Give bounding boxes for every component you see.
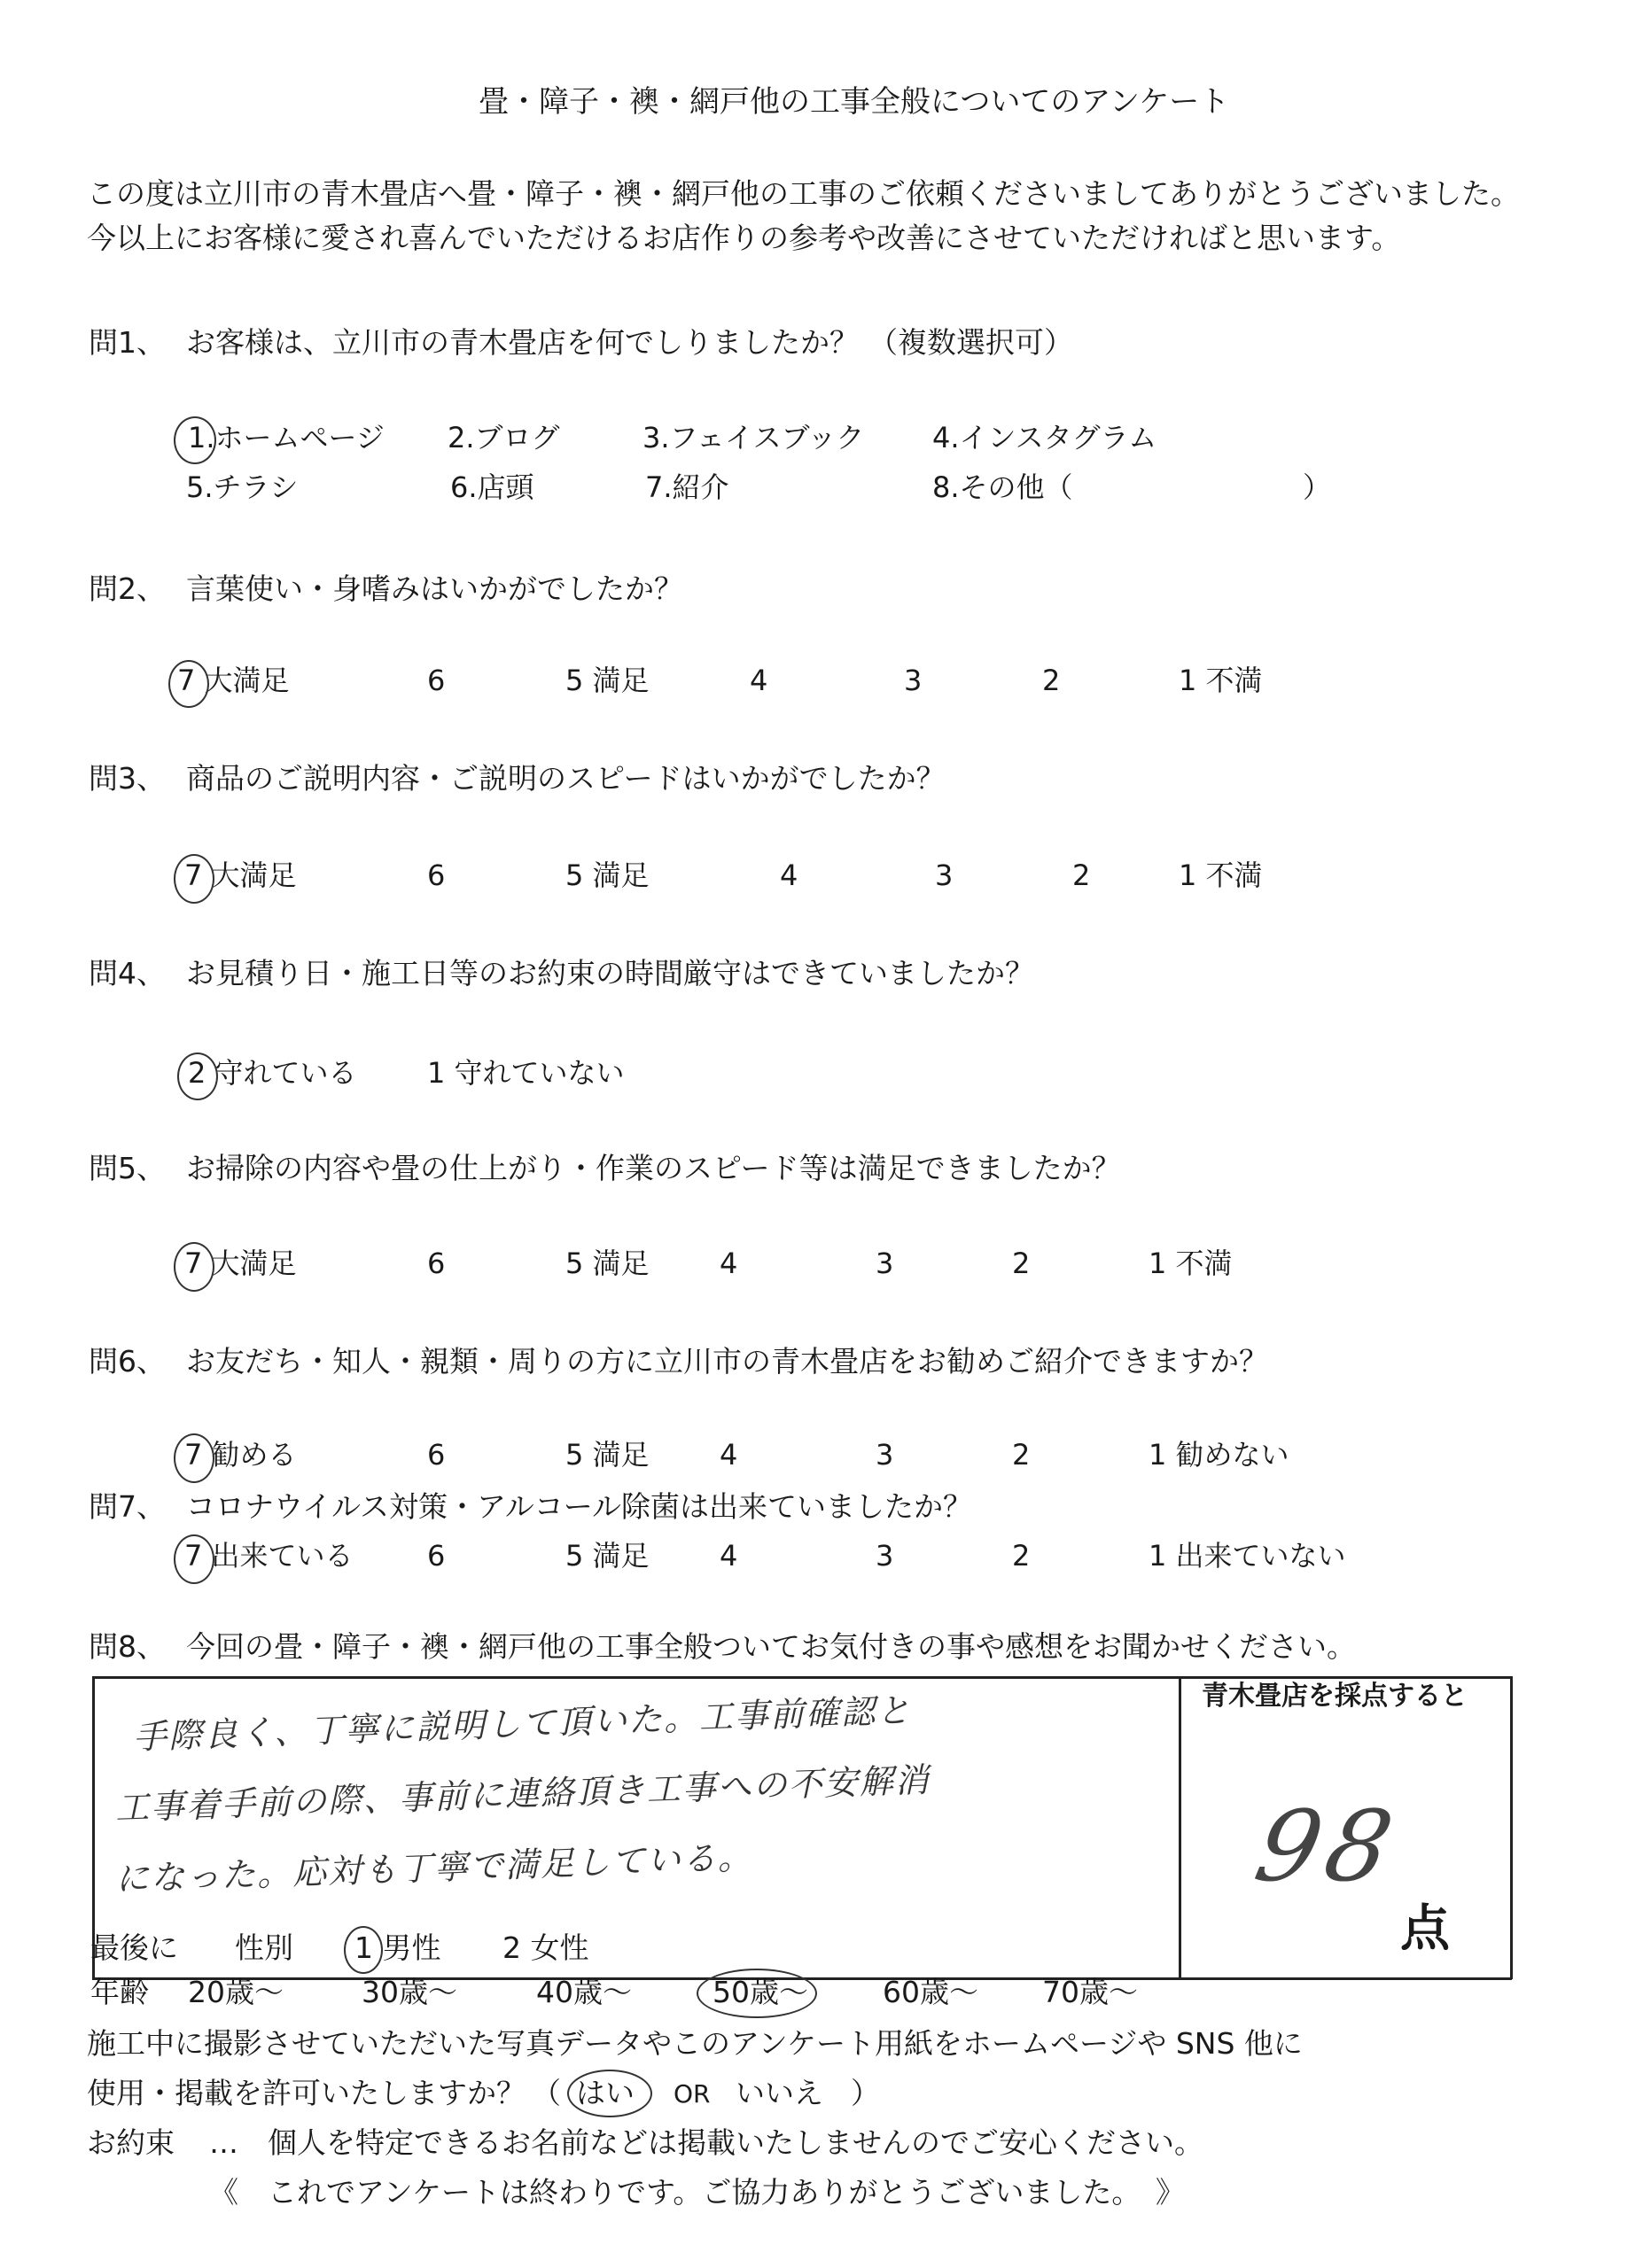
last-label: 最後に bbox=[90, 1930, 178, 1965]
q5-option-6[interactable]: 6 bbox=[427, 1247, 446, 1280]
q6-option-6[interactable]: 6 bbox=[427, 1438, 446, 1472]
q7-option-3[interactable]: 3 bbox=[876, 1539, 894, 1573]
q7-option-1[interactable]: 1 出来ていない bbox=[1149, 1539, 1346, 1573]
score-value: 98 bbox=[1246, 1790, 1409, 1903]
score-unit: 点 bbox=[1400, 1900, 1450, 1958]
q1-option-8-close: ） bbox=[1303, 470, 1332, 504]
q3-option-6[interactable]: 6 bbox=[427, 858, 446, 892]
comment-box-right bbox=[1510, 1676, 1513, 1979]
q4-option-1[interactable]: 1 守れていない bbox=[427, 1056, 625, 1090]
age-option-30[interactable]: 30歳～ bbox=[362, 1975, 457, 2009]
q3-option-2[interactable]: 2 bbox=[1072, 858, 1091, 892]
q3-text: 商品のご説明内容・ご説明のスピードはいかがでしたか？ bbox=[186, 761, 946, 796]
q3-option-1[interactable]: 1 不満 bbox=[1179, 858, 1263, 892]
q6-option-1[interactable]: 1 勧めない bbox=[1149, 1438, 1289, 1472]
q2-option-7[interactable]: 7 大満足 bbox=[177, 664, 290, 697]
q6-label: 問6、 bbox=[89, 1344, 166, 1379]
q5-option-7[interactable]: 7 大満足 bbox=[184, 1247, 297, 1280]
q8-text: 今回の畳・障子・襖・網戸他の工事全般ついてお気付きの事や感想をお聞かせください。 bbox=[186, 1629, 1356, 1664]
q1-option-3[interactable]: 3.フェイスブック bbox=[642, 421, 865, 454]
q6-option-7[interactable]: 7 勧める bbox=[184, 1438, 297, 1472]
score-label: 青木畳店を採点すると bbox=[1202, 1681, 1468, 1712]
age-option-50[interactable]: 50歳～ bbox=[713, 1975, 808, 2009]
gender-label: 性別 bbox=[235, 1930, 293, 1965]
q2-option-1[interactable]: 1 不満 bbox=[1179, 664, 1263, 697]
q3-label: 問3、 bbox=[89, 761, 166, 796]
promise-dots: … bbox=[209, 2125, 238, 2160]
permission-or: OR bbox=[674, 2079, 711, 2109]
q1-option-5[interactable]: 5.チラシ bbox=[186, 470, 299, 504]
q2-option-2[interactable]: 2 bbox=[1042, 664, 1061, 697]
comment-line-2: 工事着手前の際、事前に連絡頂き工事への不安解消 bbox=[114, 1759, 931, 1828]
q2-option-6[interactable]: 6 bbox=[427, 664, 446, 697]
q2-option-4[interactable]: 4 bbox=[750, 664, 768, 697]
age-option-70[interactable]: 70歳～ bbox=[1042, 1975, 1138, 2009]
q4-option-2[interactable]: 2 守れている bbox=[188, 1056, 357, 1090]
q6-text: お友だち・知人・親類・周りの方に立川市の青木畳店をお勧めご紹介できますか？ bbox=[186, 1344, 1268, 1379]
q3-option-3[interactable]: 3 bbox=[935, 858, 954, 892]
q3-option-5[interactable]: 5 満足 bbox=[565, 858, 650, 892]
q7-text: コロナウイルス対策・アルコール除菌は出来ていましたか？ bbox=[186, 1489, 973, 1524]
q5-option-3[interactable]: 3 bbox=[876, 1247, 894, 1280]
permission-close-paren: ） bbox=[851, 2076, 880, 2110]
q3-option-4[interactable]: 4 bbox=[780, 858, 798, 892]
q6-option-3[interactable]: 3 bbox=[876, 1438, 894, 1472]
closing-message: 《 これでアンケートは終わりです。ご協力ありがとうございました。 》 bbox=[209, 2175, 1185, 2210]
q7-label: 問7、 bbox=[89, 1489, 166, 1524]
q1-option-1[interactable]: 1.ホームページ bbox=[188, 421, 385, 454]
q1-text: お客様は、立川市の青木畳店を何でしりましたか？ bbox=[186, 325, 859, 360]
q6-option-5[interactable]: 5 満足 bbox=[565, 1438, 650, 1472]
q1-option-4[interactable]: 4.インスタグラム bbox=[932, 421, 1157, 454]
q5-option-5[interactable]: 5 満足 bbox=[565, 1247, 650, 1280]
age-option-20[interactable]: 20歳～ bbox=[188, 1975, 284, 2009]
q1-option-2[interactable]: 2.ブログ bbox=[448, 421, 560, 454]
q1-note: （複数選択可） bbox=[868, 325, 1073, 360]
q4-text: お見積り日・施工日等のお約束の時間厳守はできていましたか？ bbox=[186, 956, 1034, 990]
permission-line-1: 施工中に撮影させていただいた写真データやこのアンケート用紙をホームページや SNS 他に bbox=[87, 2026, 1303, 2061]
q6-option-4[interactable]: 4 bbox=[720, 1438, 738, 1472]
q1-option-7[interactable]: 7.紹介 bbox=[645, 470, 729, 504]
q5-label: 問5、 bbox=[89, 1151, 166, 1185]
comment-box-top bbox=[92, 1676, 1512, 1679]
intro-line-1: この度は立川市の青木畳店へ畳・障子・襖・網戸他の工事のご依頼くださいましてありがとうございました。 bbox=[87, 176, 1520, 211]
permission-line-2: 使用・掲載を許可いたしますか？ bbox=[87, 2076, 526, 2110]
q7-option-4[interactable]: 4 bbox=[720, 1539, 738, 1573]
q7-option-5[interactable]: 5 満足 bbox=[565, 1539, 650, 1573]
q5-option-4[interactable]: 4 bbox=[720, 1247, 738, 1280]
intro-line-2: 今以上にお客様に愛され喜んでいただけるお店作りの参考や改善にさせていただければと思います。 bbox=[87, 221, 1401, 255]
q4-label: 問4、 bbox=[89, 956, 166, 990]
q1-option-6[interactable]: 6.店頭 bbox=[450, 470, 534, 504]
promise-label: お約束 bbox=[87, 2125, 175, 2160]
promise-text: 個人を特定できるお名前などは掲載いたしませんのでご安心ください。 bbox=[268, 2125, 1203, 2160]
age-option-40[interactable]: 40歳～ bbox=[536, 1975, 632, 2009]
q2-label: 問2、 bbox=[89, 571, 166, 606]
gender-option-male[interactable]: 1 男性 bbox=[354, 1930, 441, 1965]
q5-text: お掃除の内容や畳の仕上がり・作業のスピード等は満足できましたか？ bbox=[186, 1151, 1121, 1185]
permission-open-paren: （ bbox=[532, 2076, 561, 2110]
permission-no[interactable]: いいえ bbox=[736, 2076, 823, 2110]
comment-line-3: になった。応対も丁寧で満足している。 bbox=[114, 1837, 754, 1899]
age-option-60[interactable]: 60歳～ bbox=[883, 1975, 978, 2009]
q7-option-2[interactable]: 2 bbox=[1012, 1539, 1031, 1573]
q5-option-1[interactable]: 1 不満 bbox=[1149, 1247, 1233, 1280]
q5-option-2[interactable]: 2 bbox=[1012, 1247, 1031, 1280]
q6-option-2[interactable]: 2 bbox=[1012, 1438, 1031, 1472]
comment-line-1: 手際良く、丁寧に説明して頂いた。工事前確認と bbox=[132, 1690, 913, 1757]
q1-label: 問1、 bbox=[89, 325, 166, 360]
permission-yes[interactable]: はい bbox=[576, 2076, 635, 2110]
q7-option-6[interactable]: 6 bbox=[427, 1539, 446, 1573]
q3-option-7[interactable]: 7 大満足 bbox=[184, 858, 297, 892]
comment-box-divider bbox=[1179, 1676, 1181, 1979]
page-title: 畳・障子・襖・網戸他の工事全般についてのアンケート bbox=[479, 84, 1230, 120]
q8-label: 問8、 bbox=[89, 1629, 166, 1664]
q7-option-7[interactable]: 7 出来ている bbox=[184, 1539, 354, 1573]
age-label: 年齢 bbox=[90, 1975, 149, 2009]
q1-option-8[interactable]: 8.その他（ bbox=[932, 470, 1073, 504]
q2-text: 言葉使い・身嗜みはいかがでしたか？ bbox=[186, 571, 683, 606]
gender-option-female[interactable]: 2 女性 bbox=[502, 1930, 589, 1965]
q2-option-3[interactable]: 3 bbox=[904, 664, 923, 697]
q2-option-5[interactable]: 5 満足 bbox=[565, 664, 650, 697]
